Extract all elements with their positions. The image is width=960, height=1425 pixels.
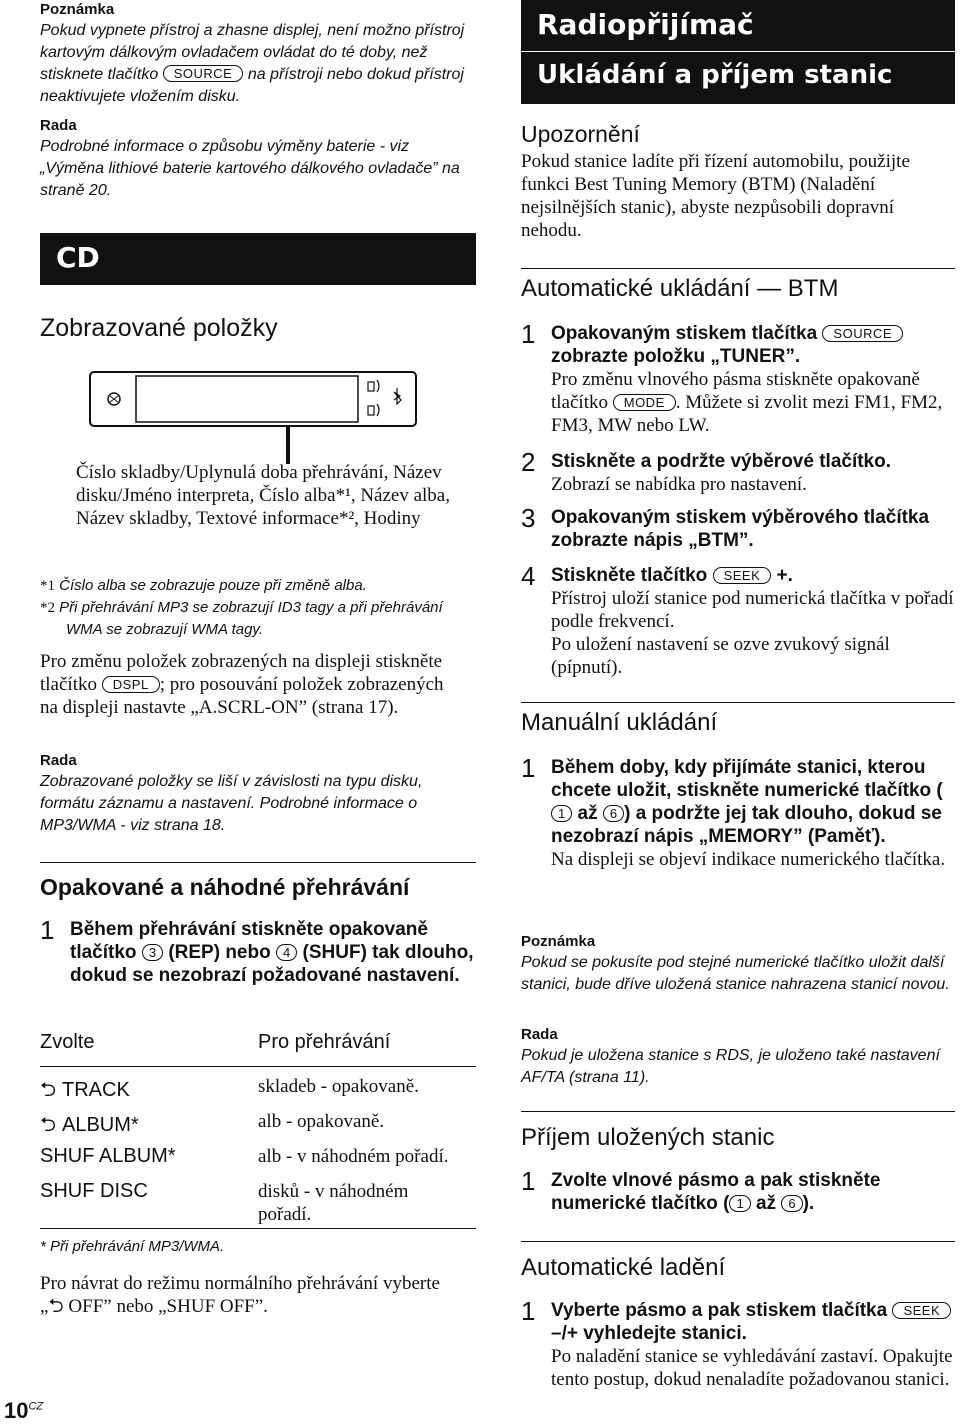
display-items-heading: Zobrazované položky <box>40 314 278 342</box>
auto-tune-step-1 <box>521 1296 955 1391</box>
table-header-play: Pro přehrávání <box>258 1031 391 1053</box>
step-detail-a: Pro změnu vlnového pásma stiskněte opakovaně tlačítko <box>551 369 920 413</box>
warning-heading: Upozornění <box>521 121 640 147</box>
table-footnote: * Při přehrávání MP3/WMA. <box>40 1238 225 1255</box>
playback-mode-table <box>40 1031 476 1229</box>
footnote-2-text: Při přehrávání MP3 se zobrazují ID3 tagy a při přehrávání WMA se zobrazují WMA tagy. <box>59 599 443 638</box>
table-cell-play: alb - v náhodném pořadí. <box>258 1146 449 1167</box>
step-text <box>70 918 476 987</box>
radio-section-title: Radiopřijímač <box>537 8 754 41</box>
manual-heading: Manuální ukládání <box>521 709 718 736</box>
btm-step-4 <box>521 561 955 679</box>
step-number: 1 <box>521 319 536 349</box>
step-detail-b: Po uložení nastavení se ozve zvukový signál (pípnutí). <box>551 634 890 678</box>
step-text-a: Během doby, kdy přijímáte stanici, kterou chcete uložit, stiskněte numerické tlačítko ( <box>551 757 943 801</box>
step-detail: Po naladění stanice se vyhledávání zastaví. Opakujte tento postup, dokud nenaladíte požadovanou stanici. <box>551 1346 953 1390</box>
footnotes <box>40 575 476 640</box>
playback-table <box>40 1031 476 1229</box>
page-number <box>4 1398 43 1424</box>
receive-step-1 <box>521 1166 955 1215</box>
tip-text: Zobrazované položky se liší v závislosti na typu disku, formátu záznamu a nastavení. Podrobné informace o MP3/WMA - viz strana 18. <box>40 773 423 834</box>
note-heading: Poznámka <box>521 933 596 950</box>
cd-section-bar <box>40 233 476 285</box>
tip-display-items <box>40 751 476 837</box>
repeat-icon: ⮌ <box>40 1077 57 1101</box>
number-1-button-label: 1 <box>729 1195 750 1212</box>
cd-section-title: CD <box>56 241 100 274</box>
seek-button-label: SEEK <box>713 567 772 584</box>
table-row <box>40 1110 476 1145</box>
source-button-label: SOURCE <box>822 325 903 342</box>
section-divider <box>521 1241 955 1242</box>
footnote-1-mark: *1 <box>40 578 55 594</box>
table-cell-select: SHUF DISC <box>40 1180 148 1202</box>
tip-text: Pokud je uložena stanice s RDS, je uloženo také nastavení AF/TA (strana 11). <box>521 1047 940 1086</box>
btm-step-3 <box>521 503 955 552</box>
step-text-a: Vyberte pásmo a pak stiskem tlačítka <box>551 1300 888 1321</box>
number-6-button-label: 6 <box>603 805 624 822</box>
note-power-off <box>40 0 476 108</box>
receive-heading: Příjem uložených stanic <box>521 1124 775 1151</box>
mode-button-label: MODE <box>613 394 676 411</box>
table-cell-play: alb - opakovaně. <box>258 1111 385 1132</box>
step-text-b: –/+ vyhledejte stanici. <box>551 1323 747 1344</box>
step-detail-b: . Můžete si zvolit mezi FM1, FM2, FM3, MW nebo LW. <box>551 392 943 436</box>
footnote-2-mark: *2 <box>40 600 55 616</box>
tip-rds <box>521 1025 941 1089</box>
tip-heading: Rada <box>521 1026 558 1043</box>
step-text-b: ) a podržte jej tak dlouho, dokud se nezobrazí nápis „MEMORY” (Paměť). <box>551 803 942 847</box>
section-divider <box>521 268 955 269</box>
step-text: Stiskněte a podržte výběrové tlačítko. <box>551 451 892 472</box>
step-text-b: ). <box>802 1193 815 1214</box>
repeat-step-1 <box>40 915 476 987</box>
tip-text: Podrobné informace o způsobu výměny baterie - viz „Výměna lithiové baterie kartového dálkového ovladače” na straně 20. <box>40 138 460 199</box>
number-6-button-label: 6 <box>781 1195 802 1212</box>
table-cell-select: ALBUM* <box>62 1114 139 1136</box>
btm-step-1 <box>521 319 955 437</box>
return-normal-text: Pro návrat do režimu normálního přehrávání vyberte „⮌ OFF” nebo „SHUF OFF”. <box>40 1273 440 1317</box>
table-header-row <box>40 1031 476 1067</box>
step-text-a: Opakovaným stiskem tlačítka <box>551 323 818 344</box>
dspl-text-b: ; pro posouvání položek zobrazených na displeji nastavte „A.SCRL-ON” (strana 17). <box>40 674 444 718</box>
step-number: 1 <box>40 915 55 945</box>
number-3-button-label: 3 <box>142 944 163 961</box>
note-text-b: na přístroji nebo dokud přístroj neaktivujete vložením disku. <box>40 66 464 105</box>
btm-heading: Automatické ukládání — BTM <box>521 275 839 302</box>
section-divider <box>40 862 476 863</box>
dspl-text-a: Pro změnu položek zobrazených na displeji stiskněte tlačítko <box>40 651 443 695</box>
note-text <box>40 20 476 108</box>
tip-heading: Rada <box>40 117 77 134</box>
step-number: 1 <box>521 1166 536 1196</box>
dspl-button-label: DSPL <box>102 676 160 693</box>
dspl-instructions <box>40 650 460 719</box>
step-number: 2 <box>521 447 536 477</box>
table-header-select: Zvolte <box>40 1031 95 1053</box>
table-row <box>40 1180 476 1229</box>
section-divider <box>521 1111 955 1112</box>
step-text-a: Zvolte vlnové pásmo a pak stiskněte numerické tlačítko ( <box>551 1170 881 1214</box>
note-text-a: Pokud vypnete přístroj a zhasne displej, není možno přístroj kartovým dálkovým ovladačem ovládat do té doby, než stisknete tlačítko <box>40 22 465 83</box>
radio-section-subtitle: Ukládání a příjem stanic <box>537 60 893 90</box>
table-cell-play: skladeb - opakovaně. <box>258 1076 419 1097</box>
step-detail-a: Přístroj uloží stanice pod numerická tlačítka v pořadí podle frekvencí. <box>551 588 954 632</box>
page-language: CZ <box>28 1400 44 1413</box>
radio-section-bar <box>521 0 955 104</box>
footnote-2 <box>40 597 476 640</box>
number-1-button-label: 1 <box>551 805 572 822</box>
note-overwrite <box>521 932 955 996</box>
step-text-a: Během přehrávání stiskněte opakovaně tlačítko <box>70 919 428 963</box>
page-number-value: 10 <box>4 1398 29 1423</box>
bar-divider <box>521 51 955 52</box>
step-text-b: (REP) nebo <box>168 942 271 963</box>
manual-step-1 <box>521 753 955 871</box>
tip-heading: Rada <box>40 752 77 769</box>
display-items-caption: Číslo skladby/Uplynulá doba přehrávání, Název disku/Jméno interpreta, Číslo alba*¹, Název alba, Název skladby, Textové informace*², Hodiny <box>76 462 450 529</box>
step-text: Opakovaným stiskem výběrového tlačítka zobrazte nápis „BTM”. <box>551 507 930 551</box>
auto-tune-heading: Automatické ladění <box>521 1254 726 1281</box>
number-4-button-label: 4 <box>276 944 297 961</box>
step-detail: Na displeji se objeví indikace numerického tlačítka. <box>551 849 946 870</box>
btm-step-2 <box>521 447 955 496</box>
source-button-label: SOURCE <box>163 65 244 82</box>
repeat-icon: ⮌ <box>40 1112 57 1136</box>
table-cell-select: SHUF ALBUM* <box>40 1145 176 1167</box>
step-text-c: (SHUF) tak dlouho, dokud se nezobrazí požadované nastavení. <box>70 942 474 986</box>
step-number: 1 <box>521 753 536 783</box>
step-number: 3 <box>521 503 536 533</box>
step-text-b: +. <box>776 565 793 586</box>
footnote-1-text: Číslo alba se zobrazuje pouze při změně alba. <box>59 577 367 594</box>
table-row <box>40 1145 476 1180</box>
section-divider <box>521 702 955 703</box>
note-text: Pokud se pokusíte pod stejné numerické tlačítko uložit další stanici, bude dříve uložená stanice nahrazena stanicí novou. <box>521 954 950 993</box>
step-text-mid: až <box>577 803 598 824</box>
note-heading: Poznámka <box>40 1 115 18</box>
step-text-a: Stiskněte tlačítko <box>551 565 708 586</box>
tip-battery <box>40 116 476 202</box>
step-text-mid: až <box>755 1193 777 1214</box>
seek-button-label: SEEK <box>892 1302 951 1319</box>
table-cell-select: TRACK <box>62 1079 130 1101</box>
step-number: 4 <box>521 561 536 591</box>
step-detail: Zobrazí se nabídka pro nastavení. <box>551 474 807 495</box>
step-number: 1 <box>521 1296 536 1326</box>
warning-text: Pokud stanice ladíte při řízení automobilu, použijte funkci Best Tuning Memory (BTM) (Naladění nejsilnějších stanic), abyste nezpůsobili dopravní nehodu. <box>521 151 910 241</box>
repeat-shuffle-heading: Opakované a náhodné přehrávání <box>40 874 410 900</box>
table-row <box>40 1067 476 1111</box>
table-cell-play: disků - v náhodném pořadí. <box>258 1181 409 1225</box>
step-text-b: zobrazte položku „TUNER”. <box>551 346 801 367</box>
footnote-1 <box>40 575 476 597</box>
display-panel-illustration <box>88 368 420 468</box>
